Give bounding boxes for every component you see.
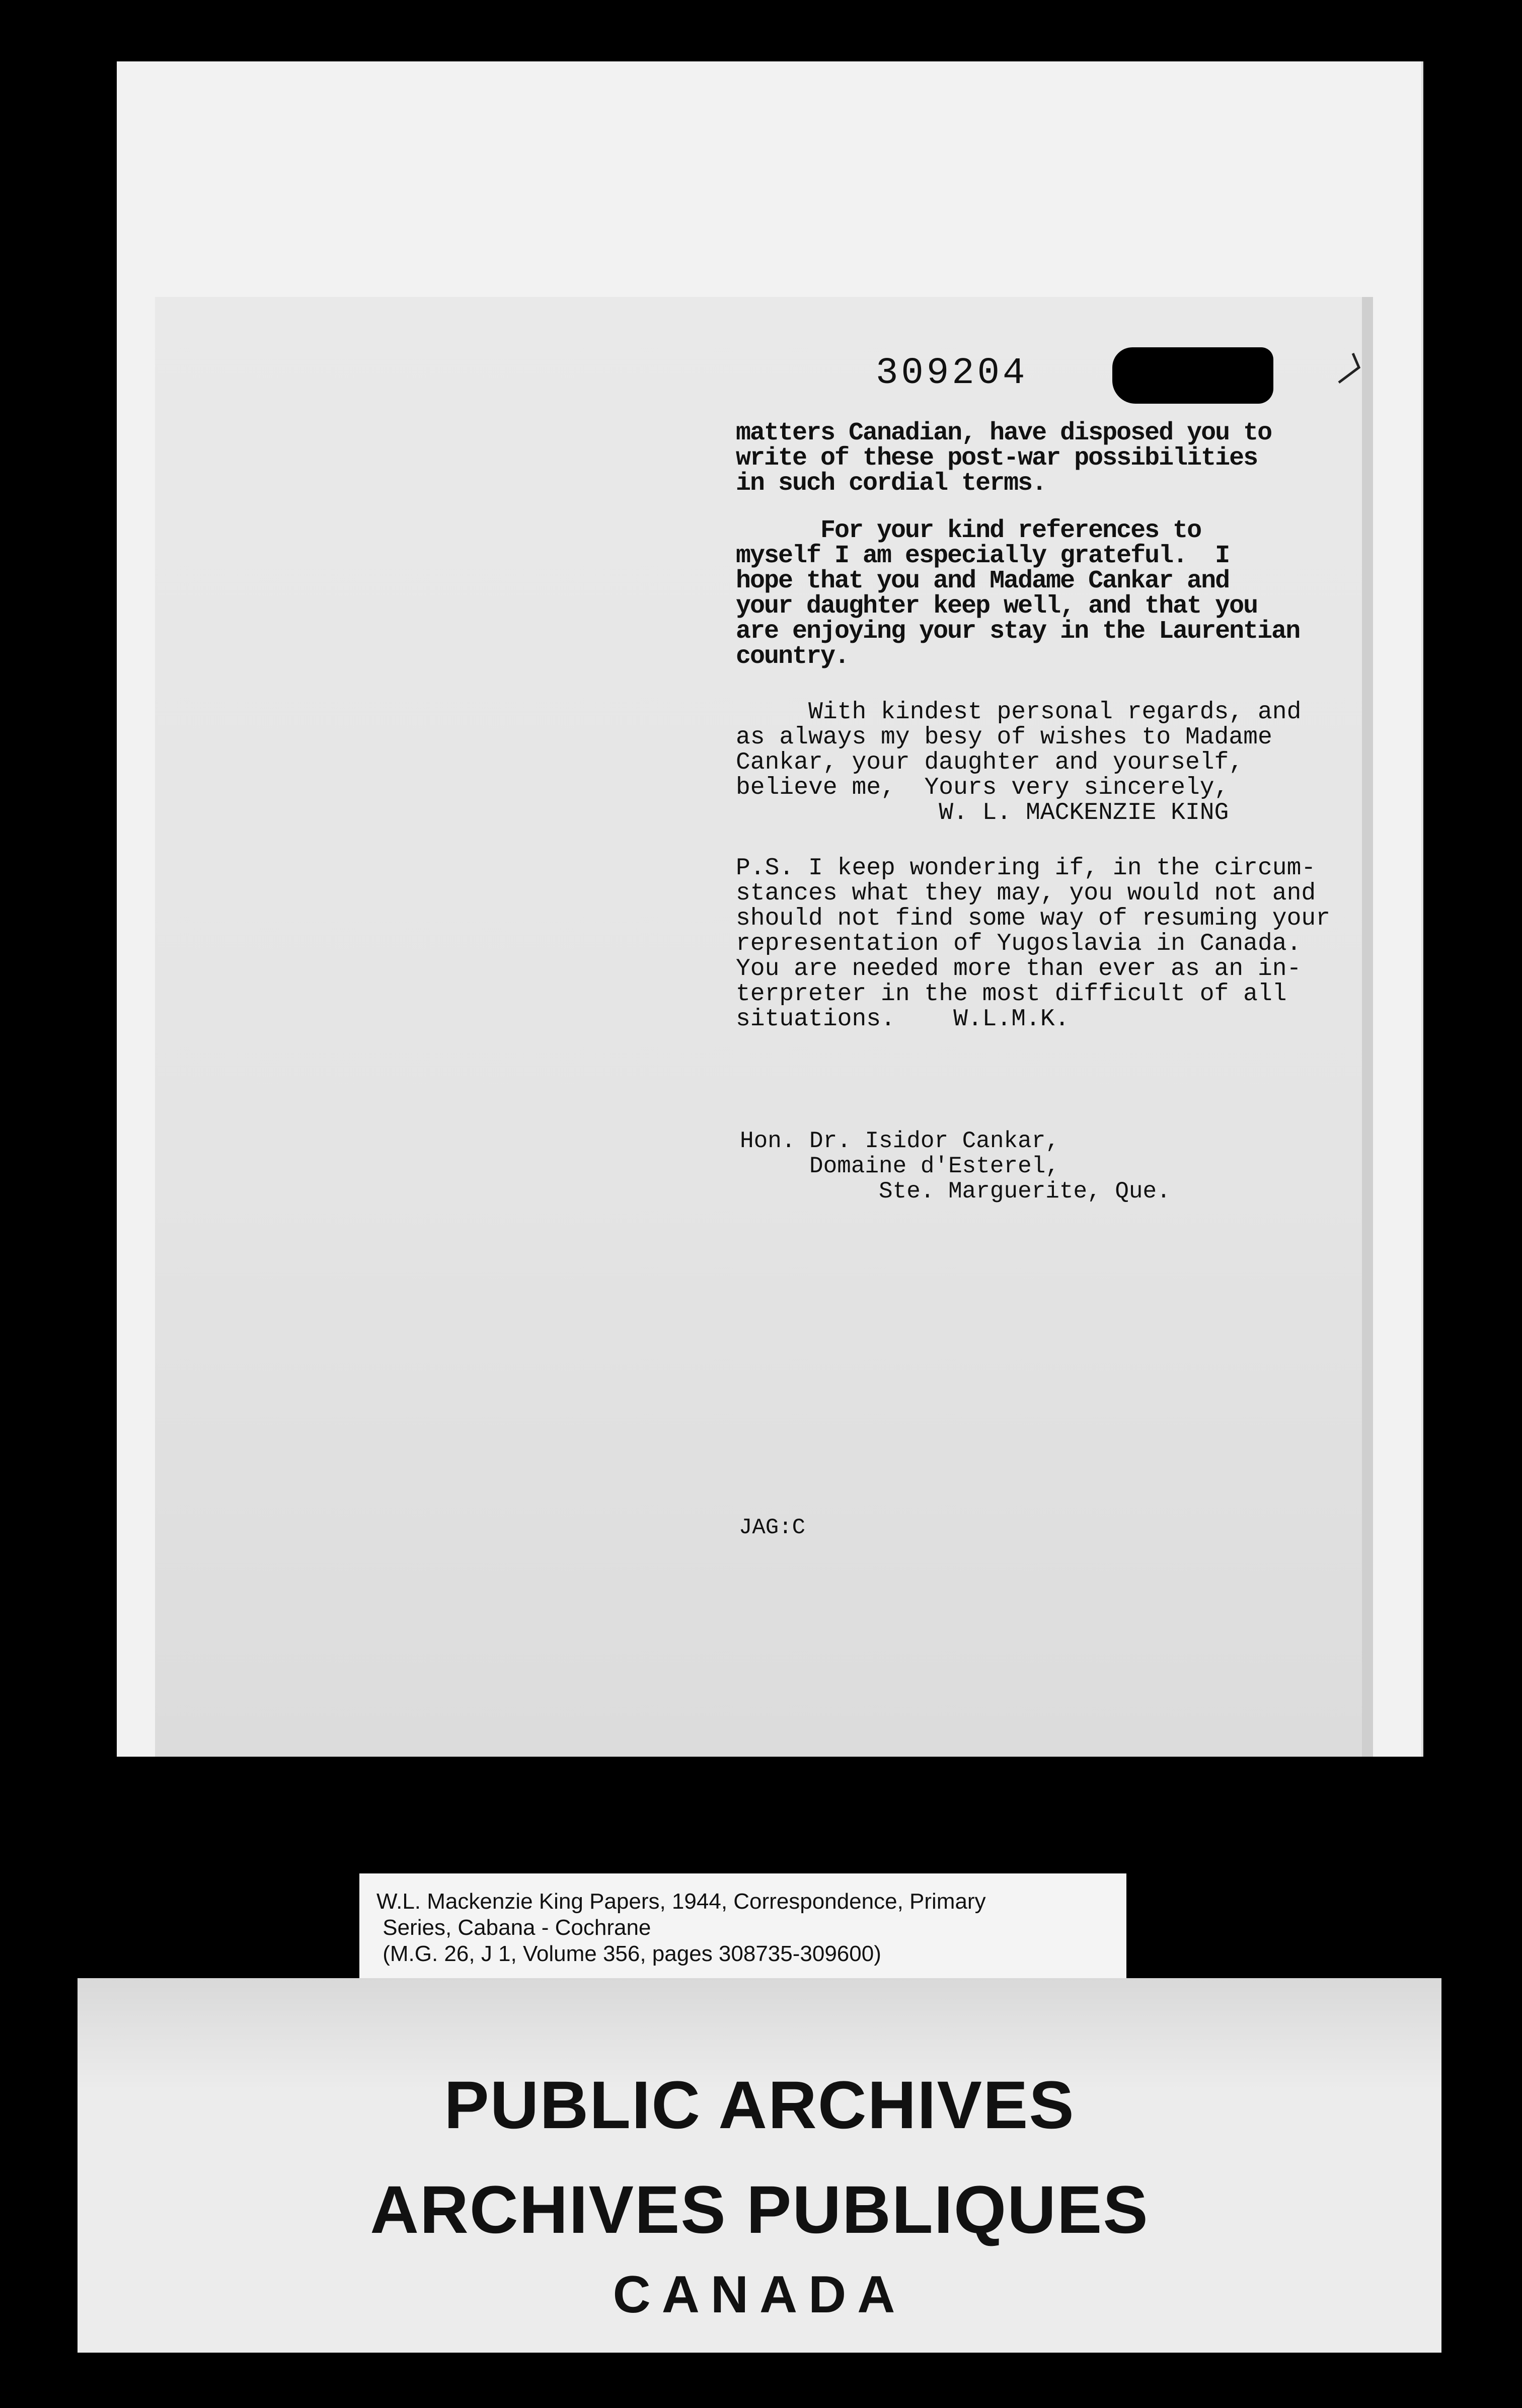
- letter-paragraph-2: For your kind references to myself I am especially grateful. I hope that you and Madame Cankar and your daughter keep well, and that you are enjoying your stay in the Laurentian country.: [736, 516, 1300, 671]
- letter-closing: With kindest personal regards, and as always my besy of wishes to Madame Cankar, your daughter and yourself, believe me, Yours very sincerely, W. L. MACKENZIE KING: [736, 699, 1302, 826]
- recipient-address: Hon. Dr. Isidor Cankar, Domaine d'Esterel, Ste. Marguerite, Que.: [740, 1128, 1171, 1205]
- corner-pencil-mark: [1334, 347, 1364, 393]
- redaction-mark: [1112, 347, 1273, 404]
- banner-line-french: ARCHIVES PUBLIQUES: [370, 2172, 1149, 2247]
- page-edge: [1362, 297, 1373, 1757]
- typist-initials: JAG:C: [739, 1515, 806, 1540]
- archive-citation-label: [359, 1873, 1126, 1979]
- archive-citation-text: W.L. Mackenzie King Papers, 1944, Correspondence, Primary Series, Cabana - Cochrane (M.G. 26, J 1, Volume 356, pages 308735-309600): [376, 1889, 986, 1966]
- banner-line-english: PUBLIC ARCHIVES: [444, 2068, 1075, 2143]
- archives-banner: [78, 1978, 1441, 2353]
- banner-line-country: CANADA: [613, 2266, 906, 2324]
- letter-paragraph-1: matters Canadian, have disposed you to write of these post-war possibilities in such cordial terms.: [736, 419, 1272, 498]
- reference-number: 309204: [876, 352, 1028, 395]
- letter-postscript: P.S. I keep wondering if, in the circum- stances what they may, you would not and should not find some way of resuming your representation of Yugoslavia in Canada. You are needed more than ever as an in- terpreter in the most difficult of all situations. W.L.M.K.: [736, 855, 1330, 1033]
